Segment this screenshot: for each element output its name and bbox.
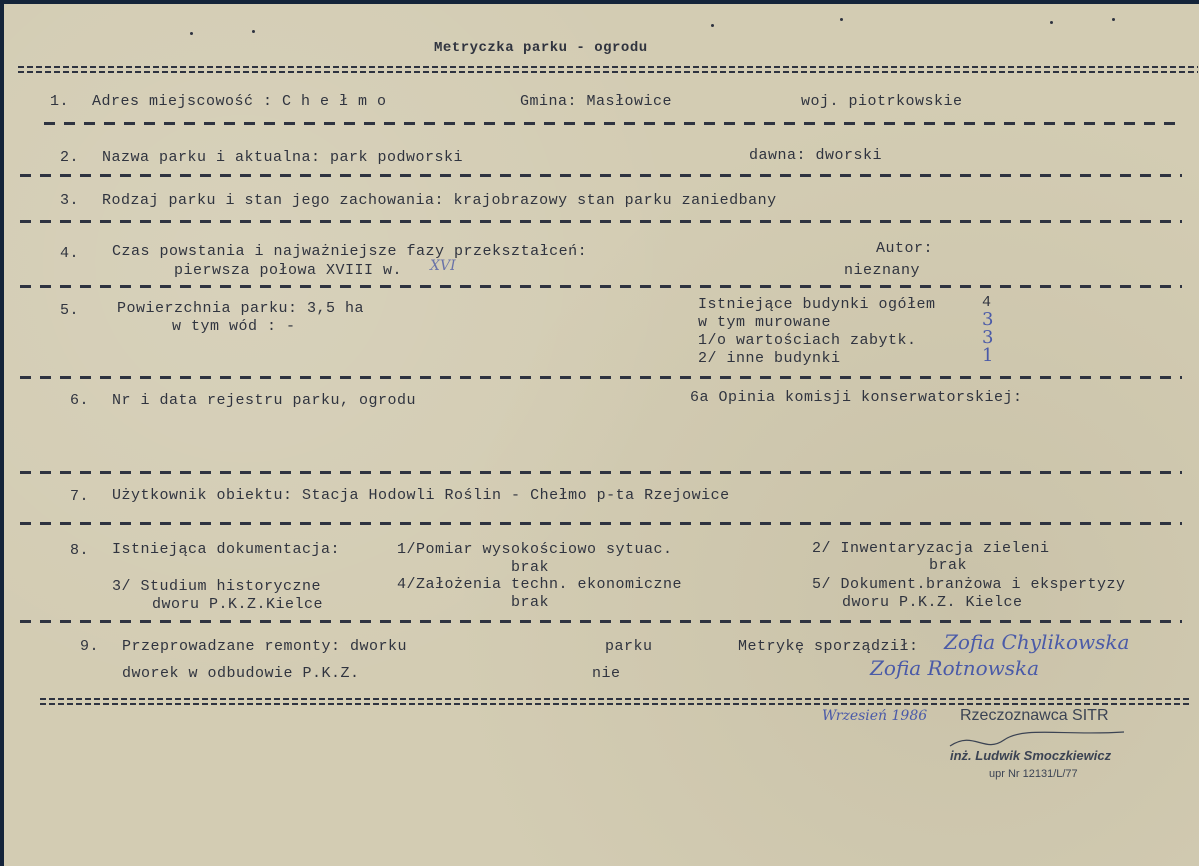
section-4-number: 4.	[60, 245, 80, 262]
author-value: nieznany	[844, 262, 921, 279]
doc-2: 2/ Inwentaryzacja zieleni	[812, 540, 1050, 557]
speck	[1112, 18, 1115, 21]
park-renovation-label: parku	[605, 638, 653, 655]
signature-author-1: Zofia Chylikowska	[944, 630, 1130, 654]
stamp-registration: upr Nr 12131/L/77	[989, 768, 1078, 780]
section-5-number: 5.	[60, 302, 80, 319]
speck	[1050, 21, 1053, 24]
handwritten-date: Wrzesień 1986	[822, 708, 928, 724]
doc-2-value: brak	[929, 557, 968, 574]
doc-1: 1/Pomiar wysokościowo sytuac.	[397, 541, 673, 558]
doc-4: 4/Założenia techn. ekonomiczne	[397, 576, 683, 593]
documentation-label: Istniejąca dokumentacja:	[112, 541, 341, 558]
gmina-field: Gmina: Masłowice	[520, 93, 673, 110]
section-8-number: 8.	[70, 542, 90, 559]
document-title: Metryczka parku - ogrodu	[434, 40, 648, 56]
park-renovation-value: nie	[592, 665, 621, 682]
buildings-value-2: 3	[982, 327, 994, 348]
buildings-value-1: 3	[982, 309, 994, 330]
section-divider	[20, 471, 1182, 474]
doc-4-value: brak	[511, 594, 550, 611]
buildings-label-1: w tym murowane	[698, 314, 832, 331]
origin-value: pierwsza połowa XVIII w.	[174, 262, 403, 279]
renovations-label: Przeprowadzane remonty: dworku	[122, 638, 408, 655]
former-name-field: dawna: dworski	[749, 147, 883, 164]
author-label: Autor:	[876, 240, 934, 257]
section-2-number: 2.	[60, 149, 80, 166]
speck	[711, 24, 714, 27]
prepared-by-label: Metrykę sporządził:	[738, 638, 919, 655]
water-area-field: w tym wód : -	[172, 318, 296, 335]
section-9-number: 9.	[80, 638, 100, 655]
park-type-field: Rodzaj parku i stan jego zachowania: krajobrazowy stan parku zaniedbany	[102, 192, 777, 209]
speck	[190, 32, 193, 35]
stamp-role: Rzeczoznawca SITR	[960, 707, 1109, 724]
section-divider	[20, 522, 1182, 525]
section-7-number: 7.	[70, 488, 90, 505]
doc-5-detail: dworu P.K.Z. Kielce	[842, 594, 1023, 611]
section-divider	[20, 285, 1182, 288]
doc-1-value: brak	[511, 559, 550, 576]
section-6-number: 6.	[70, 392, 90, 409]
origin-label: Czas powstania i najważniejsze fazy przekształceń:	[112, 243, 588, 260]
speck	[252, 30, 255, 33]
section-3-number: 3.	[60, 192, 80, 209]
section-1-number: 1.	[50, 93, 70, 110]
section-divider	[20, 174, 1182, 177]
buildings-label-0: Istniejące budynki ogółem	[698, 296, 936, 313]
stamp-name: inż. Ludwik Smoczkiewicz	[950, 748, 1112, 763]
section-divider	[20, 376, 1182, 379]
address-field: Adres miejscowość : C h e ł m o	[92, 93, 387, 110]
buildings-value-3: 1	[982, 345, 994, 366]
signature-author-2: Zofia Rotnowska	[870, 656, 1040, 680]
register-field: Nr i data rejestru parku, ogrodu	[112, 392, 417, 409]
buildings-value-0: 4	[982, 294, 992, 311]
park-area-field: Powierzchnia parku: 3,5 ha	[117, 300, 365, 317]
user-field: Użytkownik obiektu: Stacja Hodowli Roślin - Chełmo p-ta Rzejowice	[112, 487, 730, 504]
section-divider	[20, 620, 1182, 623]
buildings-label-2: 1/o wartościach zabytk.	[698, 332, 917, 349]
section-divider	[44, 122, 1182, 125]
conservation-opinion-field: 6a Opinia komisji konserwatorskiej:	[690, 389, 1023, 406]
document-sheet	[4, 4, 1199, 866]
speck	[840, 18, 843, 21]
buildings-label-3: 2/ inne budynki	[698, 350, 841, 367]
handwritten-century-note: XVI	[430, 258, 456, 274]
doc-3: 3/ Studium historyczne	[112, 578, 322, 595]
doc-3-detail: dworu P.K.Z.Kielce	[152, 596, 324, 613]
manor-status: dworek w odbudowie P.K.Z.	[122, 665, 360, 682]
park-name-field: Nazwa parku i aktualna: park podworski	[102, 149, 464, 166]
bottom-divider	[40, 698, 1190, 705]
section-divider	[20, 220, 1182, 223]
title-divider	[18, 66, 1198, 73]
voivodeship-field: woj. piotrkowskie	[801, 93, 963, 110]
doc-5: 5/ Dokument.branżowa i ekspertyzy	[812, 576, 1126, 593]
